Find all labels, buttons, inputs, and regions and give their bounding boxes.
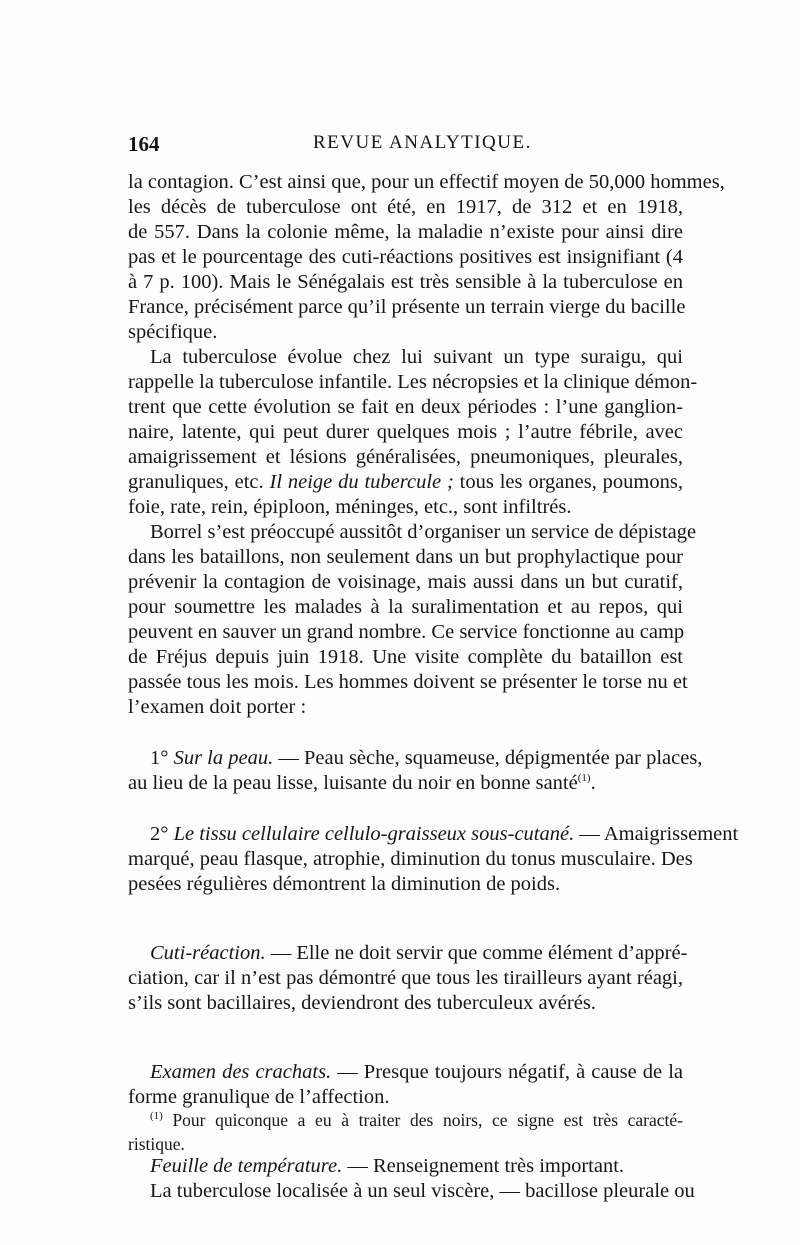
text-run: — Peau sèche, squameuse, dépigmentée par places, [273,747,703,769]
text-line: pour soumettre les malades à la suralimentation et au repos, qui [128,596,683,618]
text-run: . [590,772,596,794]
footnote-reference: (1) [577,772,591,785]
italic-phrase: Il neige du tubercule ; [269,471,454,493]
text-line: foie, rate, rein, épiploon, méninges, etc., sont infiltrés. [128,496,572,518]
text-line: naire, latente, qui peut durer quelques mois ; l’autre fébrile, avec [128,421,683,443]
text-run: au lieu de la peau lisse, luisante du noir en bonne santé [128,772,578,794]
paragraph-contagion [128,170,725,345]
item-label: Sur la peau. [173,747,274,769]
page-body [128,170,739,1204]
text-line: l’examen doit porter : [128,696,307,718]
running-title: REVUE ANALYTIQUE. [313,132,532,153]
text-line [128,1154,683,1179]
spacer [128,1016,683,1060]
item-label: Le tissu cellulaire cellulo-graisseux sous-cutané. [173,823,575,845]
text-line: rappelle la tuberculose infantile. Les nécropsies et la clinique démon- [128,371,698,393]
text-line [128,746,703,771]
section-label: Cuti-réaction. [150,942,266,964]
section-cuti-reaction [128,941,688,1016]
text-line: France, précisément parce qu’il présente un terrain vierge du bacille [128,296,686,318]
text-run: — Elle ne doit servir que comme élément d’appré- [265,942,688,964]
text-line: ciation, car il n’est pas démontré que tous les tirailleurs ayant réagi, [128,967,683,989]
text-run: — Presque toujours négatif, à cause de la [331,1061,684,1083]
page-header [128,132,683,158]
spacer [128,897,683,941]
text-line: dans les bataillons, non seulement dans un but prophylactique pour [128,546,683,568]
text-run: Pour quiconque a eu à traiter des noirs, ce signe est très caracté- [162,1110,683,1130]
section-label: Feuille de température. [150,1155,343,1177]
paragraph-depistage [128,520,697,720]
text-line: la contagion. C’est ainsi que, pour un effectif moyen de 50,000 hommes, [128,171,725,193]
spacer [128,720,683,746]
text-line [128,941,688,966]
text-run: granuliques, etc. [128,471,270,493]
item-number: 2° [150,823,169,845]
section-temperature [128,1154,695,1204]
text-line: La tuberculose évolue chez lui suivant un type suraigu, qui [150,346,683,368]
text-run: — Renseignement très important. [342,1155,625,1177]
section-label: Examen des crachats. [150,1061,332,1083]
item-tissue [128,822,739,897]
footnote-marker: (1) [150,1110,163,1123]
paragraph-evolution [128,345,698,520]
text-line: forme granulique de l’affection. [128,1086,390,1108]
section-crachats [128,1060,683,1110]
page-number: 164 [128,132,160,156]
footnote-line: ristique. [128,1134,185,1154]
text-line: pas et le pourcentage des cuti-réactions positives est insignifiant (4 [128,246,683,268]
text-run: — Amaigrissement [574,823,739,845]
text-line: trent que cette évolution se fait en deux périodes : l’une ganglion- [128,396,683,418]
text-line: prévenir la contagion de voisinage, mais aussi dans un but curatif, [128,571,683,593]
item-skin [128,746,703,796]
text-line [128,470,683,495]
text-line: spécifique. [128,321,218,343]
item-number: 1° [150,747,169,769]
text-line [128,1060,683,1085]
text-line: La tuberculose localisée à un seul viscère, — bacillose pleurale ou [150,1180,695,1202]
spacer [128,796,683,822]
text-line: peuvent en sauver un grand nombre. Ce service fonctionne au camp [128,621,685,643]
text-line: les décès de tuberculose ont été, en 1917, de 312 et en 1918, [128,196,683,218]
text-line: de Fréjus depuis juin 1918. Une visite complète du bataillon est [128,646,683,668]
text-line: à 7 p. 100). Mais le Sénégalais est très sensible à la tuberculose en [128,271,683,293]
text-line: amaigrissement et lésions généralisées, pneumoniques, pleurales, [128,446,683,468]
footnote-line [128,1108,683,1132]
text-line [128,822,739,847]
text-line: Borrel s’est préoccupé aussitôt d’organiser un service de dépistage [150,521,697,543]
text-line: passée tous les mois. Les hommes doivent se présenter le torse nu et [128,671,688,693]
text-line: s’ils sont bacillaires, deviendront des tuberculeux avérés. [128,992,596,1014]
text-line: marqué, peau flasque, atrophie, diminution du tonus musculaire. Des [128,848,693,870]
text-line: de 557. Dans la colonie même, la maladie n’existe pour ainsi dire [128,221,683,243]
text-run: tous les organes, poumons, [453,471,683,493]
footnote [128,1108,683,1156]
text-line: pesées régulières démontrent la diminution de poids. [128,873,561,895]
text-line [128,771,683,796]
